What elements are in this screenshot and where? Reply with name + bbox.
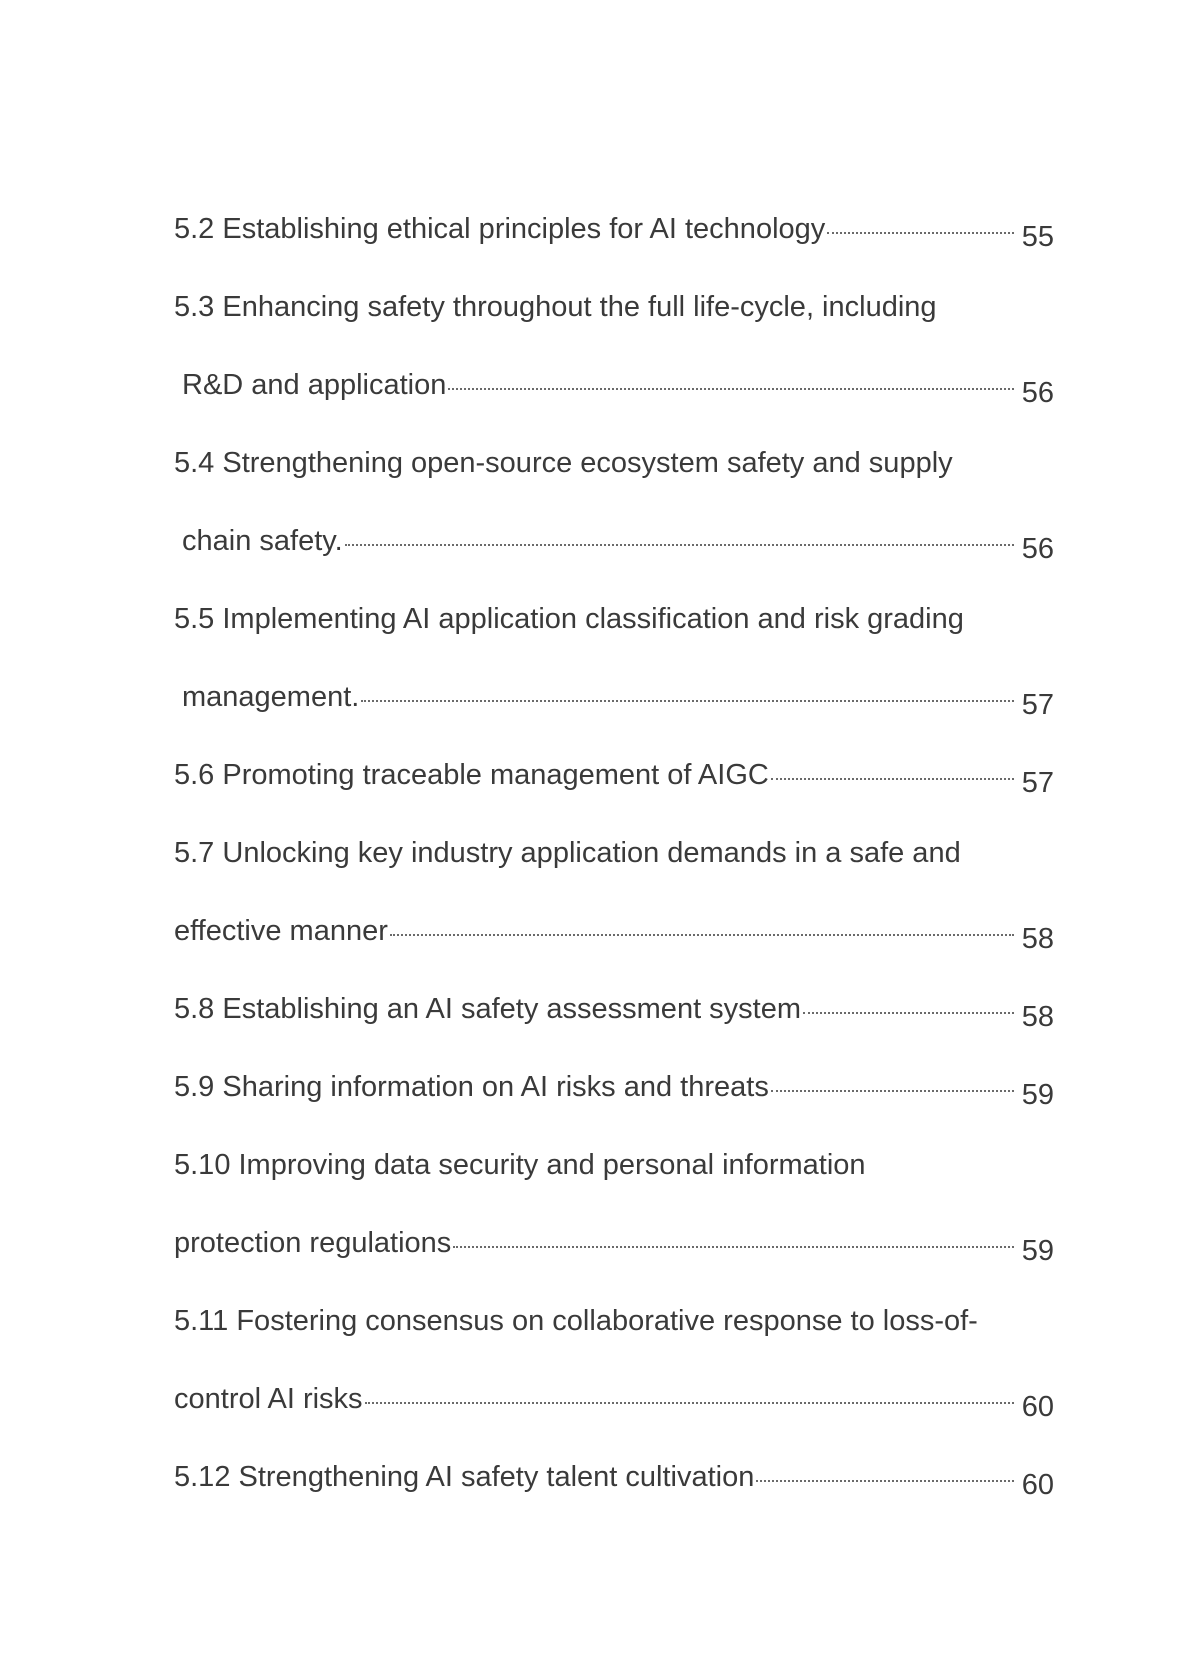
toc-line <box>174 1438 1054 1516</box>
dot-leader <box>771 1090 1014 1092</box>
toc-entry[interactable] <box>174 736 1054 814</box>
toc-entry[interactable] <box>174 580 1054 736</box>
toc-entry[interactable] <box>174 424 1054 580</box>
dot-leader <box>361 700 1013 702</box>
toc-line <box>174 1282 1054 1360</box>
toc-page-number: 55 <box>1021 221 1054 253</box>
toc-entry[interactable] <box>174 970 1054 1048</box>
dot-leader <box>756 1480 1013 1482</box>
toc-entry-title: 5.7 Unlocking key industry application demands in a safe and <box>174 837 961 869</box>
toc-entry-title: 5.5 Implementing AI application classification and risk grading <box>174 603 964 635</box>
toc-line <box>174 736 1054 814</box>
toc-line <box>174 1048 1054 1126</box>
toc-page-number: 59 <box>1021 1235 1054 1267</box>
toc-entry[interactable] <box>174 1282 1054 1438</box>
toc-line <box>174 424 1054 502</box>
dot-leader <box>803 1012 1014 1014</box>
toc-entry-title: 5.12 Strengthening AI safety talent cultivation <box>174 1461 755 1493</box>
toc-entry-title: 5.8 Establishing an AI safety assessment system <box>174 993 802 1025</box>
toc-line <box>174 970 1054 1048</box>
toc-entry-title: 5.3 Enhancing safety throughout the full life-cycle, including <box>174 291 937 323</box>
toc-page-number: 57 <box>1021 689 1054 721</box>
toc-line <box>174 892 1054 970</box>
toc-entry-title-continued: R&D and application <box>182 369 447 401</box>
dot-leader <box>453 1246 1013 1248</box>
toc-entry-title: 5.6 Promoting traceable management of AIGC <box>174 759 769 791</box>
toc-line <box>174 268 1054 346</box>
toc-entry-title: 5.11 Fostering consensus on collaborative response to loss-of- <box>174 1305 978 1337</box>
dot-leader <box>345 544 1014 546</box>
toc-entry[interactable] <box>174 1438 1054 1516</box>
toc-line <box>174 1360 1054 1438</box>
dot-leader <box>365 1402 1014 1404</box>
toc-entry[interactable] <box>174 1126 1054 1282</box>
toc-line <box>174 1126 1054 1204</box>
toc-page-number: 58 <box>1021 923 1054 955</box>
toc-entry-title: 5.2 Establishing ethical principles for AI technology <box>174 213 826 245</box>
toc-page-number: 56 <box>1021 377 1054 409</box>
toc-page-number: 59 <box>1021 1079 1054 1111</box>
toc-line <box>174 190 1054 268</box>
toc-page-number: 60 <box>1021 1469 1054 1501</box>
toc-entry-title: 5.4 Strengthening open-source ecosystem safety and supply <box>174 447 953 479</box>
toc-line <box>174 814 1054 892</box>
toc-line <box>174 346 1054 424</box>
toc-line <box>174 580 1054 658</box>
toc-line <box>174 658 1054 736</box>
dot-leader <box>448 388 1013 390</box>
toc-page-number: 60 <box>1021 1391 1054 1423</box>
toc-entry[interactable] <box>174 268 1054 424</box>
dot-leader <box>390 934 1014 936</box>
dot-leader <box>827 232 1013 234</box>
toc-entry[interactable] <box>174 190 1054 268</box>
table-of-contents <box>174 190 1054 1516</box>
toc-page-number: 57 <box>1021 767 1054 799</box>
toc-entry-title: 5.9 Sharing information on AI risks and threats <box>174 1071 769 1103</box>
toc-entry-title-continued: chain safety. <box>182 525 343 557</box>
toc-entry-title-continued: protection regulations <box>174 1227 452 1259</box>
toc-entry[interactable] <box>174 814 1054 970</box>
toc-entry-title-continued: control AI risks <box>174 1383 363 1415</box>
toc-entry[interactable] <box>174 1048 1054 1126</box>
dot-leader <box>771 778 1014 780</box>
toc-page-number: 56 <box>1021 533 1054 565</box>
toc-entry-title: 5.10 Improving data security and personal information <box>174 1149 866 1181</box>
toc-line <box>174 1204 1054 1282</box>
toc-entry-title-continued: management. <box>182 681 360 713</box>
toc-page-number: 58 <box>1021 1001 1054 1033</box>
toc-entry-title-continued: effective manner <box>174 915 388 947</box>
toc-line <box>174 502 1054 580</box>
